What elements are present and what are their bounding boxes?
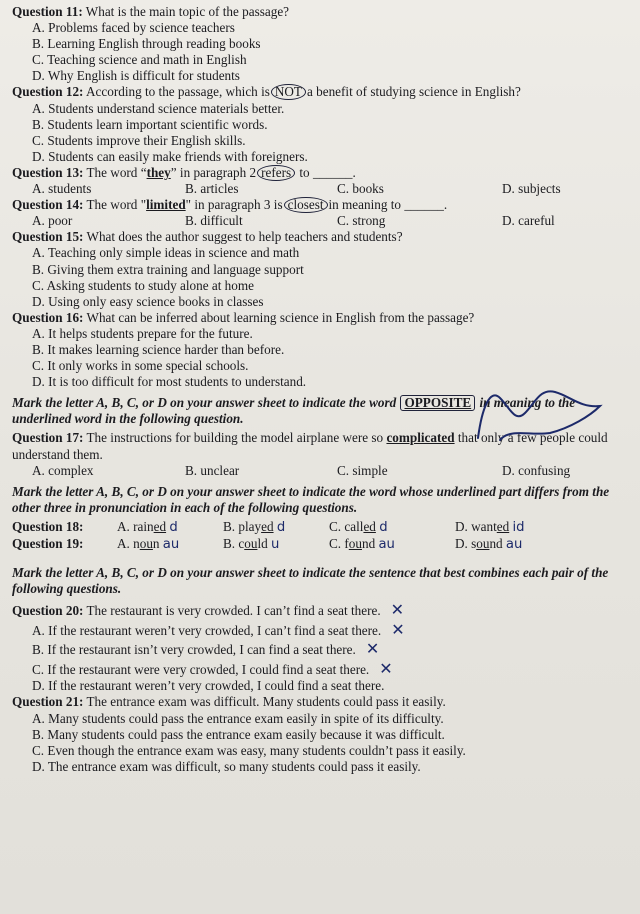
option-d[interactable]: D. confusing <box>502 462 571 478</box>
option-a[interactable] <box>117 536 223 553</box>
question-label: Question 21: <box>12 694 84 710</box>
question-label: Question 18: <box>12 518 84 534</box>
cross-mark: ✕ <box>390 600 405 620</box>
options-row <box>12 213 630 229</box>
option-c[interactable]: C. Teaching science and math in English <box>32 52 247 68</box>
option-text: A. If the restaurant weren’t very crowded, I can’t find a seat there. <box>32 622 382 638</box>
circled-word: refers <box>257 165 295 181</box>
underlined-part: ed <box>261 518 274 534</box>
question-text: The word “ <box>86 164 147 180</box>
question-text: What can be inferred about learning science in English from the passage? <box>86 309 475 325</box>
options-row <box>12 181 630 197</box>
option-d[interactable]: D. subjects <box>502 181 561 197</box>
word-part: D. want <box>455 518 497 534</box>
question-text: According to the passage, which is <box>86 84 270 100</box>
underlined-part: ou <box>244 536 258 551</box>
option-a[interactable]: A. Students understand science materials better. <box>32 100 285 116</box>
option-d[interactable] <box>455 519 561 536</box>
option-b[interactable]: B. unclear <box>185 462 240 478</box>
option-a[interactable] <box>117 519 223 536</box>
underlined-part: ou <box>139 536 153 551</box>
option-c[interactable]: C. books <box>337 181 384 197</box>
option-a[interactable]: A. Many students could pass the entrance exam easily in spite of its difficulty. <box>32 710 444 726</box>
option-c[interactable] <box>329 536 455 553</box>
option-b[interactable]: B. Giving them extra training and language support <box>32 261 304 277</box>
option-a[interactable]: A. Problems faced by science teachers <box>32 20 235 36</box>
option-b[interactable]: B. Many students could pass the entrance exam easily because it was difficult. <box>32 726 445 742</box>
question-text-mid: " in paragraph 3 is <box>185 197 283 213</box>
underlined-part: ed <box>496 518 510 534</box>
option-d[interactable]: D. careful <box>502 213 555 229</box>
underlined-part: ou <box>348 536 362 551</box>
word-part: D. s <box>455 536 477 551</box>
option-c[interactable]: C. simple <box>337 462 388 478</box>
option-c[interactable] <box>329 519 455 536</box>
question-label: Question 19: <box>12 536 84 551</box>
instruction-combine: Mark the letter A, B, C, or D on your answer sheet to indicate the sentence that best combines each pair of the following questions. <box>12 565 609 597</box>
target-word: they <box>146 164 171 180</box>
question-text: The instructions for building the model airplane were so <box>86 430 384 446</box>
circled-word: closest <box>284 197 328 213</box>
word-part: C. f <box>329 536 349 551</box>
question-text-end: in meaning to ______. <box>328 197 448 213</box>
option-text: B. If the restaurant isn’t very crowded, I can find a seat there. <box>32 642 356 658</box>
question-label: Question 12: <box>12 84 84 100</box>
option-d[interactable]: D. Using only easy science books in classes <box>32 293 264 309</box>
cross-mark: ✕ <box>365 639 380 659</box>
option-d[interactable]: D. It is too difficult for most students to understand. <box>32 374 307 390</box>
option-b[interactable]: B. articles <box>185 181 239 197</box>
question-text: The word " <box>86 197 147 213</box>
cross-mark: ✕ <box>391 619 405 639</box>
question-text-end: a benefit of studying science in English? <box>306 84 521 100</box>
circled-word: OPPOSITE <box>400 395 475 411</box>
option-a[interactable]: A. It helps students prepare for the future. <box>32 325 253 341</box>
instruction-text: Mark the letter A, B, C, or D on your answer sheet to indicate the word <box>12 395 397 411</box>
circled-word: NOT <box>271 84 306 100</box>
option-d[interactable]: D. The entrance exam was difficult, so many students could pass it easily. <box>32 758 421 774</box>
question-15 <box>12 229 630 309</box>
handwritten-note: d <box>276 519 286 535</box>
option-d[interactable]: D. If the restaurant weren’t very crowded, I could find a seat there. <box>32 678 385 694</box>
option-b[interactable]: B. difficult <box>185 213 243 229</box>
option-d[interactable]: D. Why English is difficult for students <box>32 68 240 84</box>
question-label: Question 11: <box>12 4 83 19</box>
underlined-part: ed <box>153 518 167 534</box>
option-c[interactable] <box>12 659 630 679</box>
word-part: C. call <box>329 518 364 534</box>
question-text: What does the author suggest to help teachers and students? <box>86 229 403 245</box>
handwritten-note: d <box>379 519 388 535</box>
option-b[interactable]: B. Students learn important scientific words. <box>32 116 268 132</box>
option-b[interactable]: B. Learning English through reading books <box>32 36 261 52</box>
question-14 <box>12 197 630 229</box>
target-word: complicated <box>386 430 455 446</box>
option-d[interactable] <box>455 536 561 553</box>
word-part: B. c <box>223 536 245 551</box>
question-12 <box>12 84 630 164</box>
question-text: What is the main topic of the passage? <box>85 4 290 19</box>
question-text: The restaurant is very crowded. I can’t find a seat there. <box>86 603 381 619</box>
options-row <box>12 463 630 479</box>
handwritten-note: au <box>505 537 523 552</box>
option-c[interactable]: C. It only works in some special schools. <box>32 358 249 374</box>
option-b[interactable] <box>12 639 630 659</box>
option-c[interactable]: C. Even though the entrance exam was easy, many students couldn’t pass it easily. <box>32 742 466 758</box>
option-a[interactable]: A. Teaching only simple ideas in science and math <box>32 245 300 261</box>
question-text-end: to ______. <box>299 164 356 180</box>
option-b[interactable] <box>223 536 329 553</box>
handwritten-note: d <box>169 519 178 535</box>
option-d[interactable]: D. Students can easily make friends with foreigners. <box>32 148 308 164</box>
word-part: A. n <box>117 536 140 551</box>
question-label: Question 16: <box>12 309 84 325</box>
question-20 <box>12 600 630 694</box>
handwritten-note: au <box>162 537 180 552</box>
question-18 <box>12 519 630 536</box>
question-21 <box>12 694 630 774</box>
option-a[interactable]: A. students <box>32 181 92 197</box>
target-word: limited <box>146 197 186 213</box>
question-label: Question 20: <box>12 603 84 619</box>
question-label: Question 13: <box>12 164 84 180</box>
option-c[interactable]: C. Asking students to study alone at home <box>32 277 254 293</box>
word-part: ld <box>257 536 268 551</box>
word-part: nd <box>489 536 503 551</box>
handwritten-note: u <box>271 537 280 552</box>
question-19 <box>12 536 630 553</box>
option-b[interactable]: B. It makes learning science harder than before. <box>32 341 285 357</box>
instruction-text-end: in meaning to the underlined word in the following question. <box>12 395 576 427</box>
underlined-part: ou <box>476 536 490 551</box>
word-part: nd <box>361 536 376 551</box>
word-part: n <box>152 536 160 551</box>
handwritten-note: id <box>512 519 525 535</box>
option-b[interactable] <box>223 519 329 536</box>
pen-scribble-icon <box>470 378 610 448</box>
option-a[interactable] <box>12 620 630 640</box>
question-label: Question 14: <box>12 197 84 213</box>
option-text: C. If the restaurant were very crowded, I could find a seat there. <box>32 661 370 677</box>
question-text-end: that only a few people could understand them. <box>12 430 608 462</box>
question-label: Question 17: <box>12 430 84 446</box>
option-a[interactable]: A. complex <box>32 462 94 478</box>
question-label: Question 15: <box>12 229 84 245</box>
question-text-mid: ” in paragraph 2 <box>170 164 257 180</box>
question-13 <box>12 165 630 197</box>
question-text: The entrance exam was difficult. Many students could pass it easily. <box>86 694 446 710</box>
question-11 <box>12 4 630 84</box>
option-c[interactable]: C. Students improve their English skills. <box>32 132 246 148</box>
option-a[interactable]: A. poor <box>32 213 73 229</box>
cross-mark: ✕ <box>379 658 393 678</box>
word-part: A. rain <box>117 518 154 534</box>
word-part: B. play <box>223 518 262 534</box>
option-c[interactable]: C. strong <box>337 213 386 229</box>
instruction-pronunciation: Mark the letter A, B, C, or D on your answer sheet to indicate the word whose underlined part differs from the other three in pronunciation in each of the following questions. <box>12 483 610 515</box>
underlined-part: ed <box>363 518 376 534</box>
handwritten-note: au <box>378 537 395 552</box>
